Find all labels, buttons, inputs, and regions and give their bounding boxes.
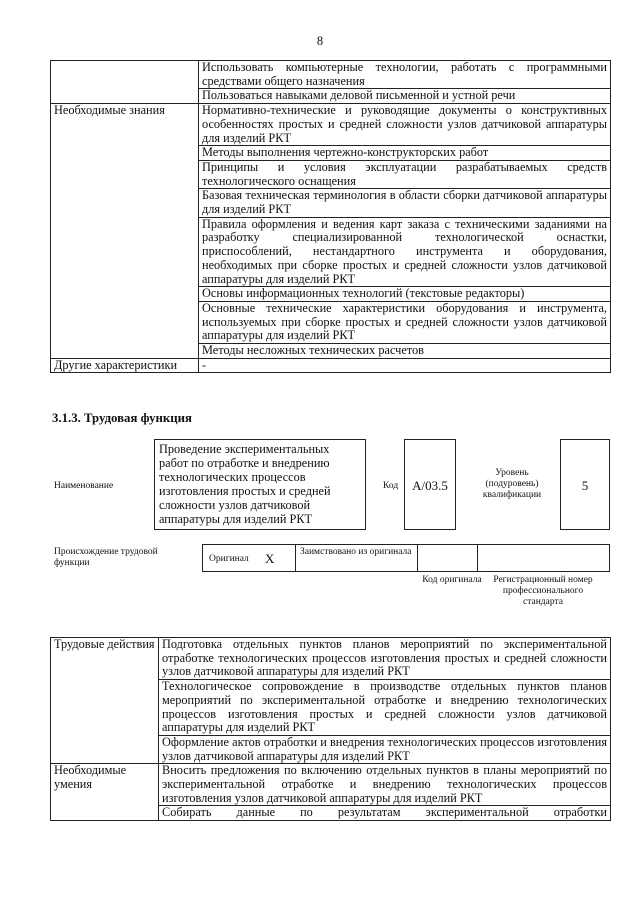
labor-actions-table bbox=[50, 637, 611, 821]
origin-label: Происхождение трудовой функции bbox=[54, 547, 158, 568]
origin-reg-cell bbox=[477, 544, 610, 572]
requirement-item: Пользоваться навыками деловой письменной и устной речи bbox=[199, 89, 611, 104]
reg-caption: Регистрационный номер профессионального стандарта bbox=[493, 575, 593, 607]
knowledge-item: Основы информационных технологий (текстовые редакторы) bbox=[199, 287, 611, 302]
action-item: Подготовка отдельных пунктов планов мероприятий по экспериментальной отработке технологических процессов изготовления простых и средней сложности узлов датчиковой аппаратуры для изделий РКТ bbox=[159, 638, 611, 680]
table-row bbox=[51, 764, 611, 806]
table-row bbox=[51, 638, 611, 680]
skill-item: Собирать данные по результатам экспериментальной отработки bbox=[159, 806, 611, 821]
function-name-box bbox=[154, 439, 366, 530]
knowledge-item: Нормативно-технические и руководящие документы о конструктивных особенностях простых и средней сложности узлов датчиковой аппаратуры для изделий РКТ bbox=[199, 104, 611, 146]
skill-item: Вносить предложения по включению отдельных пунктов в планы мероприятий по экспериментальной отработке и внедрению технологических процессов изготовления узлов датчиковой аппаратуры для изделий РКТ bbox=[159, 764, 611, 806]
original-label: Оригинал bbox=[209, 554, 249, 564]
code-value: А/03.5 bbox=[412, 478, 448, 493]
level-box bbox=[560, 439, 610, 530]
code-label: Код bbox=[383, 481, 399, 491]
row-label-required-knowledge: Необходимые знания bbox=[51, 104, 199, 359]
row-label bbox=[51, 61, 199, 104]
action-item: Оформление актов отработки и внедрения технологических процессов изготовления узлов датчиковой аппаратуры для изделий РКТ bbox=[159, 735, 611, 763]
other-characteristics-value: - bbox=[199, 358, 611, 373]
level-label: Уровень (подуровень) квалификации bbox=[482, 468, 542, 500]
function-name-value: Проведение экспериментальных работ по отработке и внедрению технологических процессов изготовления простых и средней сложности узлов датчиковой аппаратуры для изделий РКТ bbox=[159, 442, 331, 526]
code-box bbox=[404, 439, 456, 530]
section-title: 3.1.3. Трудовая функция bbox=[52, 411, 192, 425]
table-row bbox=[51, 104, 611, 146]
page-number: 8 bbox=[316, 34, 324, 48]
row-label-required-skills: Необходимые умения bbox=[51, 764, 159, 821]
name-label: Наименование bbox=[54, 481, 114, 491]
original-mark: X bbox=[265, 551, 275, 566]
knowledge-item: Основные технические характеристики оборудования и инструмента, используемых при сборке простых и средней сложности узлов датчиковой аппаратуры для изделий РКТ bbox=[199, 301, 611, 343]
origin-code-cell bbox=[417, 544, 478, 572]
knowledge-item: Базовая техническая терминология в области сборки датчиковой аппаратуры для изделий РКТ bbox=[199, 189, 611, 217]
knowledge-item: Методы несложных технических расчетов bbox=[199, 344, 611, 359]
origin-borrowed-cell bbox=[295, 544, 418, 572]
knowledge-item: Правила оформления и ведения карт заказа с техническими заданиями на разработку специализированной технологической оснастки, приспособлений, нестандартного инструмента и оборудования, необходимых при сборке простых и средней сложности узлов датчиковой аппаратуры для изделий РКТ bbox=[199, 217, 611, 287]
table-row bbox=[51, 61, 611, 89]
row-label-labor-actions: Трудовые действия bbox=[51, 638, 159, 764]
row-label-other-characteristics: Другие характеристики bbox=[51, 358, 199, 373]
level-value: 5 bbox=[581, 478, 589, 493]
top-requirements-table bbox=[50, 60, 611, 373]
origin-original-cell bbox=[202, 544, 296, 572]
requirement-item: Использовать компьютерные технологии, работать с программными средствами общего назначения bbox=[199, 61, 611, 89]
action-item: Технологическое сопровождение в производстве отдельных пунктов планов мероприятий по экспериментальной отработке и внедрению технологических процессов изготовления простых и средней сложности узлов датчиковой аппаратуры для изделий РКТ bbox=[159, 680, 611, 736]
code-caption: Код оригинала bbox=[422, 575, 482, 585]
knowledge-item: Методы выполнения чертежно-конструкторских работ bbox=[199, 146, 611, 161]
table-row bbox=[51, 358, 611, 373]
knowledge-item: Принципы и условия эксплуатации разрабатываемых средств технологического оснащения bbox=[199, 160, 611, 188]
borrowed-label: Заимствовано из оригинала bbox=[300, 547, 412, 557]
